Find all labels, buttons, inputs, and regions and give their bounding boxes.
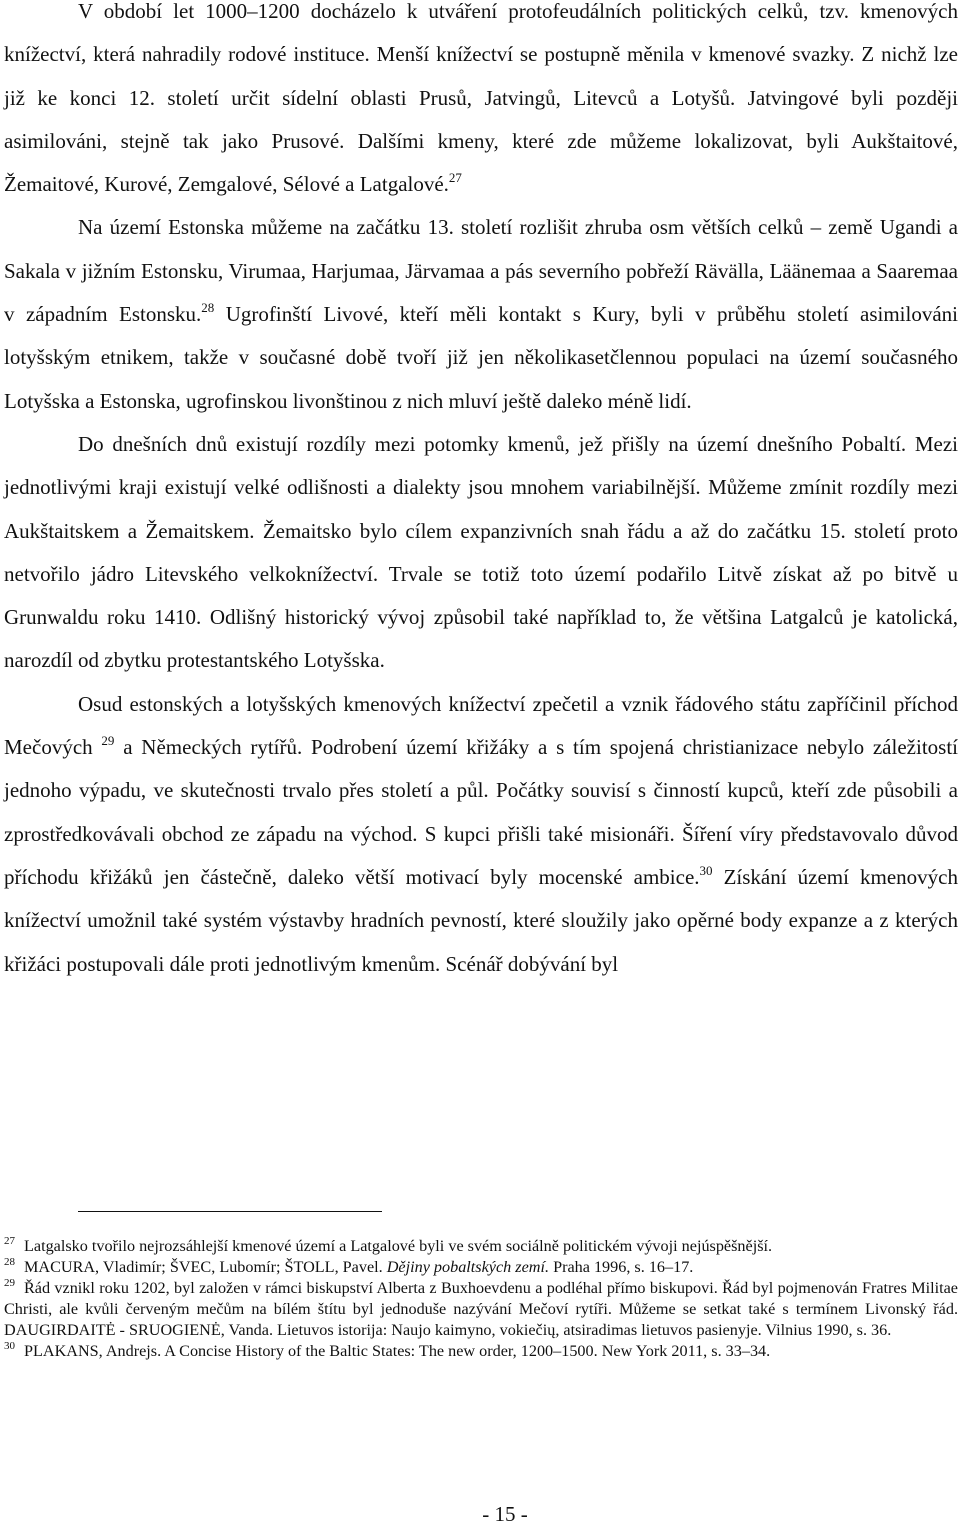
text-run: PLAKANS, Andrejs. A Concise History of the Baltic States: The new order, 1200–1500. New York 2011, s. 33–34.	[24, 1342, 771, 1360]
text-run: Získání území kmenových knížectví umožnil také systém výstavby hradních pevností, které sloužily jako opěrné body expanze a z kterých křižáci postupovali dále proti jednotlivým kmenům. Scénář dobývání byl	[4, 864, 959, 976]
paragraph	[4, 0, 958, 206]
footnote	[4, 1341, 958, 1362]
footnote-number: 29	[4, 1277, 15, 1289]
footnote-reference: 28	[201, 300, 215, 316]
text-run: V období let 1000–1200 docházelo k utváření protofeudálních politických celků, tzv. kmenových knížectví, která nahradily rodové instituce. Menší knížectví se postupně měnila v kmenové svazky. Z nichž lze již ke konci 12. století určit sídelní oblasti Prusů, Jatvingů, Litevců a Lotyšů. Jatvingové byli později asimilováni, stejně tak jako Prusové. Dalšími kmeny, které zde můžeme lokalizovat, byli Aukštaitové, Žemaitové, Kurové, Zemgalové, Sélové a Latgalové.	[4, 0, 958, 197]
main-text	[4, 0, 958, 986]
footnote-number: 28	[4, 1256, 15, 1268]
footnote-reference: 29	[101, 733, 115, 749]
page-number: - 15 -	[482, 1502, 528, 1526]
footnote-reference: 27	[448, 170, 462, 186]
footnote-number: 27	[4, 1235, 15, 1247]
italic-text: Dějiny pobaltských zemí.	[386, 1258, 550, 1276]
text-run: Do dnešních dnů existují rozdíly mezi potomky kmenů, jež přišly na území dnešního Pobaltí. Mezi jednotlivými kraji existují velké odlišnosti a dialekty jsou mnohem variabilnější. Můžeme zmínit rozdíly mezi Aukštaitskem a Žemaitskem. Žemaitsko bylo cílem expanzivních snah řádu a až do začátku 15. století proto netvořilo jádro Litevského velkoknížectví. Trvale se totiž toto území podařilo Litvě získat až po bitvě u Grunwaldu roku 1410. Odlišný historický vývoj způsobil také například to, že většina Latgalců je katolická, narozdíl od zbytku protestantského Lotyšska.	[4, 431, 958, 673]
text-run: MACURA, Vladimír; ŠVEC, Lubomír; ŠTOLL, Pavel.	[24, 1258, 387, 1276]
text-run: Ugrofinští Livové, kteří měli kontakt s Kury, byli v průběhu století asimilováni lotyšským etnikem, takže v současné době tvoří již jen několikasetčlennou populaci na území současného Lotyšska a Estonska, ugrofinskou livonštinou z nich mluví ještě daleko méně lidí.	[4, 302, 958, 413]
footnote-reference: 30	[699, 862, 713, 878]
footnote	[4, 1257, 958, 1278]
footnote	[4, 1278, 958, 1341]
paragraph	[4, 423, 958, 683]
text-run: Latgalsko tvořilo nejrozsáhlejší kmenové území a Latgalové byli ve svém sociálně politickém vývoji nejúspěšnější.	[24, 1237, 773, 1255]
paragraph	[4, 206, 958, 422]
text-run: Na území Estonska můžeme na začátku 13. století rozlišit zhruba osm větších celků – země Ugandi a Sakala v jižním Estonsku, Virumaa, Harjumaa, Järvamaa a pás severního pobřeží Rävälla, Läänemaa a Saaremaa v západním Estonsku.	[4, 215, 958, 327]
text-run: Řád vznikl roku 1202, byl založen v rámci biskupství Alberta z Buxhoevdenu a podléhal přímo biskupovi. Řád byl pojmenován Fratres Militae Christi, ale kvůli červeným mečům na bílém štítu byl jednoduše nazývání Mečoví rytíři. Můžeme se setkat také s termínem Livonský řád. DAUGIRDAITĖ - SRUOGIENĖ, Vanda. Lietuvos istorija: Naujo kaimyno, vokiečių, atsiradimas lietuvos pasienyje. Vilnius 1990, s. 36.	[4, 1279, 958, 1339]
paragraph	[4, 683, 958, 986]
text-run: Osud estonských a lotyšských kmenových knížectví zpečetil a vznik řádového státu zapříčinil příchod Mečových	[4, 691, 958, 760]
footnotes	[4, 1236, 958, 1362]
text-run: Praha 1996, s. 16–17.	[549, 1258, 694, 1276]
footnote-number: 30	[4, 1340, 15, 1352]
footnote-separator	[78, 1211, 382, 1212]
footnote	[4, 1236, 958, 1257]
text-run: a Německých rytířů. Podrobení území křižáky a s tím spojená christianizace nebylo záležitostí jednoho výpadu, ve skutečnosti trvalo přes století a půl. Počátky souvisí s činností kupců, kteří zde působili a zprostředkovávali obchod ze západu na východ. S kupci přišli také misionáři. Šíření víry představovalo důvod příchodu křižáků jen částečně, daleko větší motivací byly mocenské ambice.	[4, 735, 958, 889]
